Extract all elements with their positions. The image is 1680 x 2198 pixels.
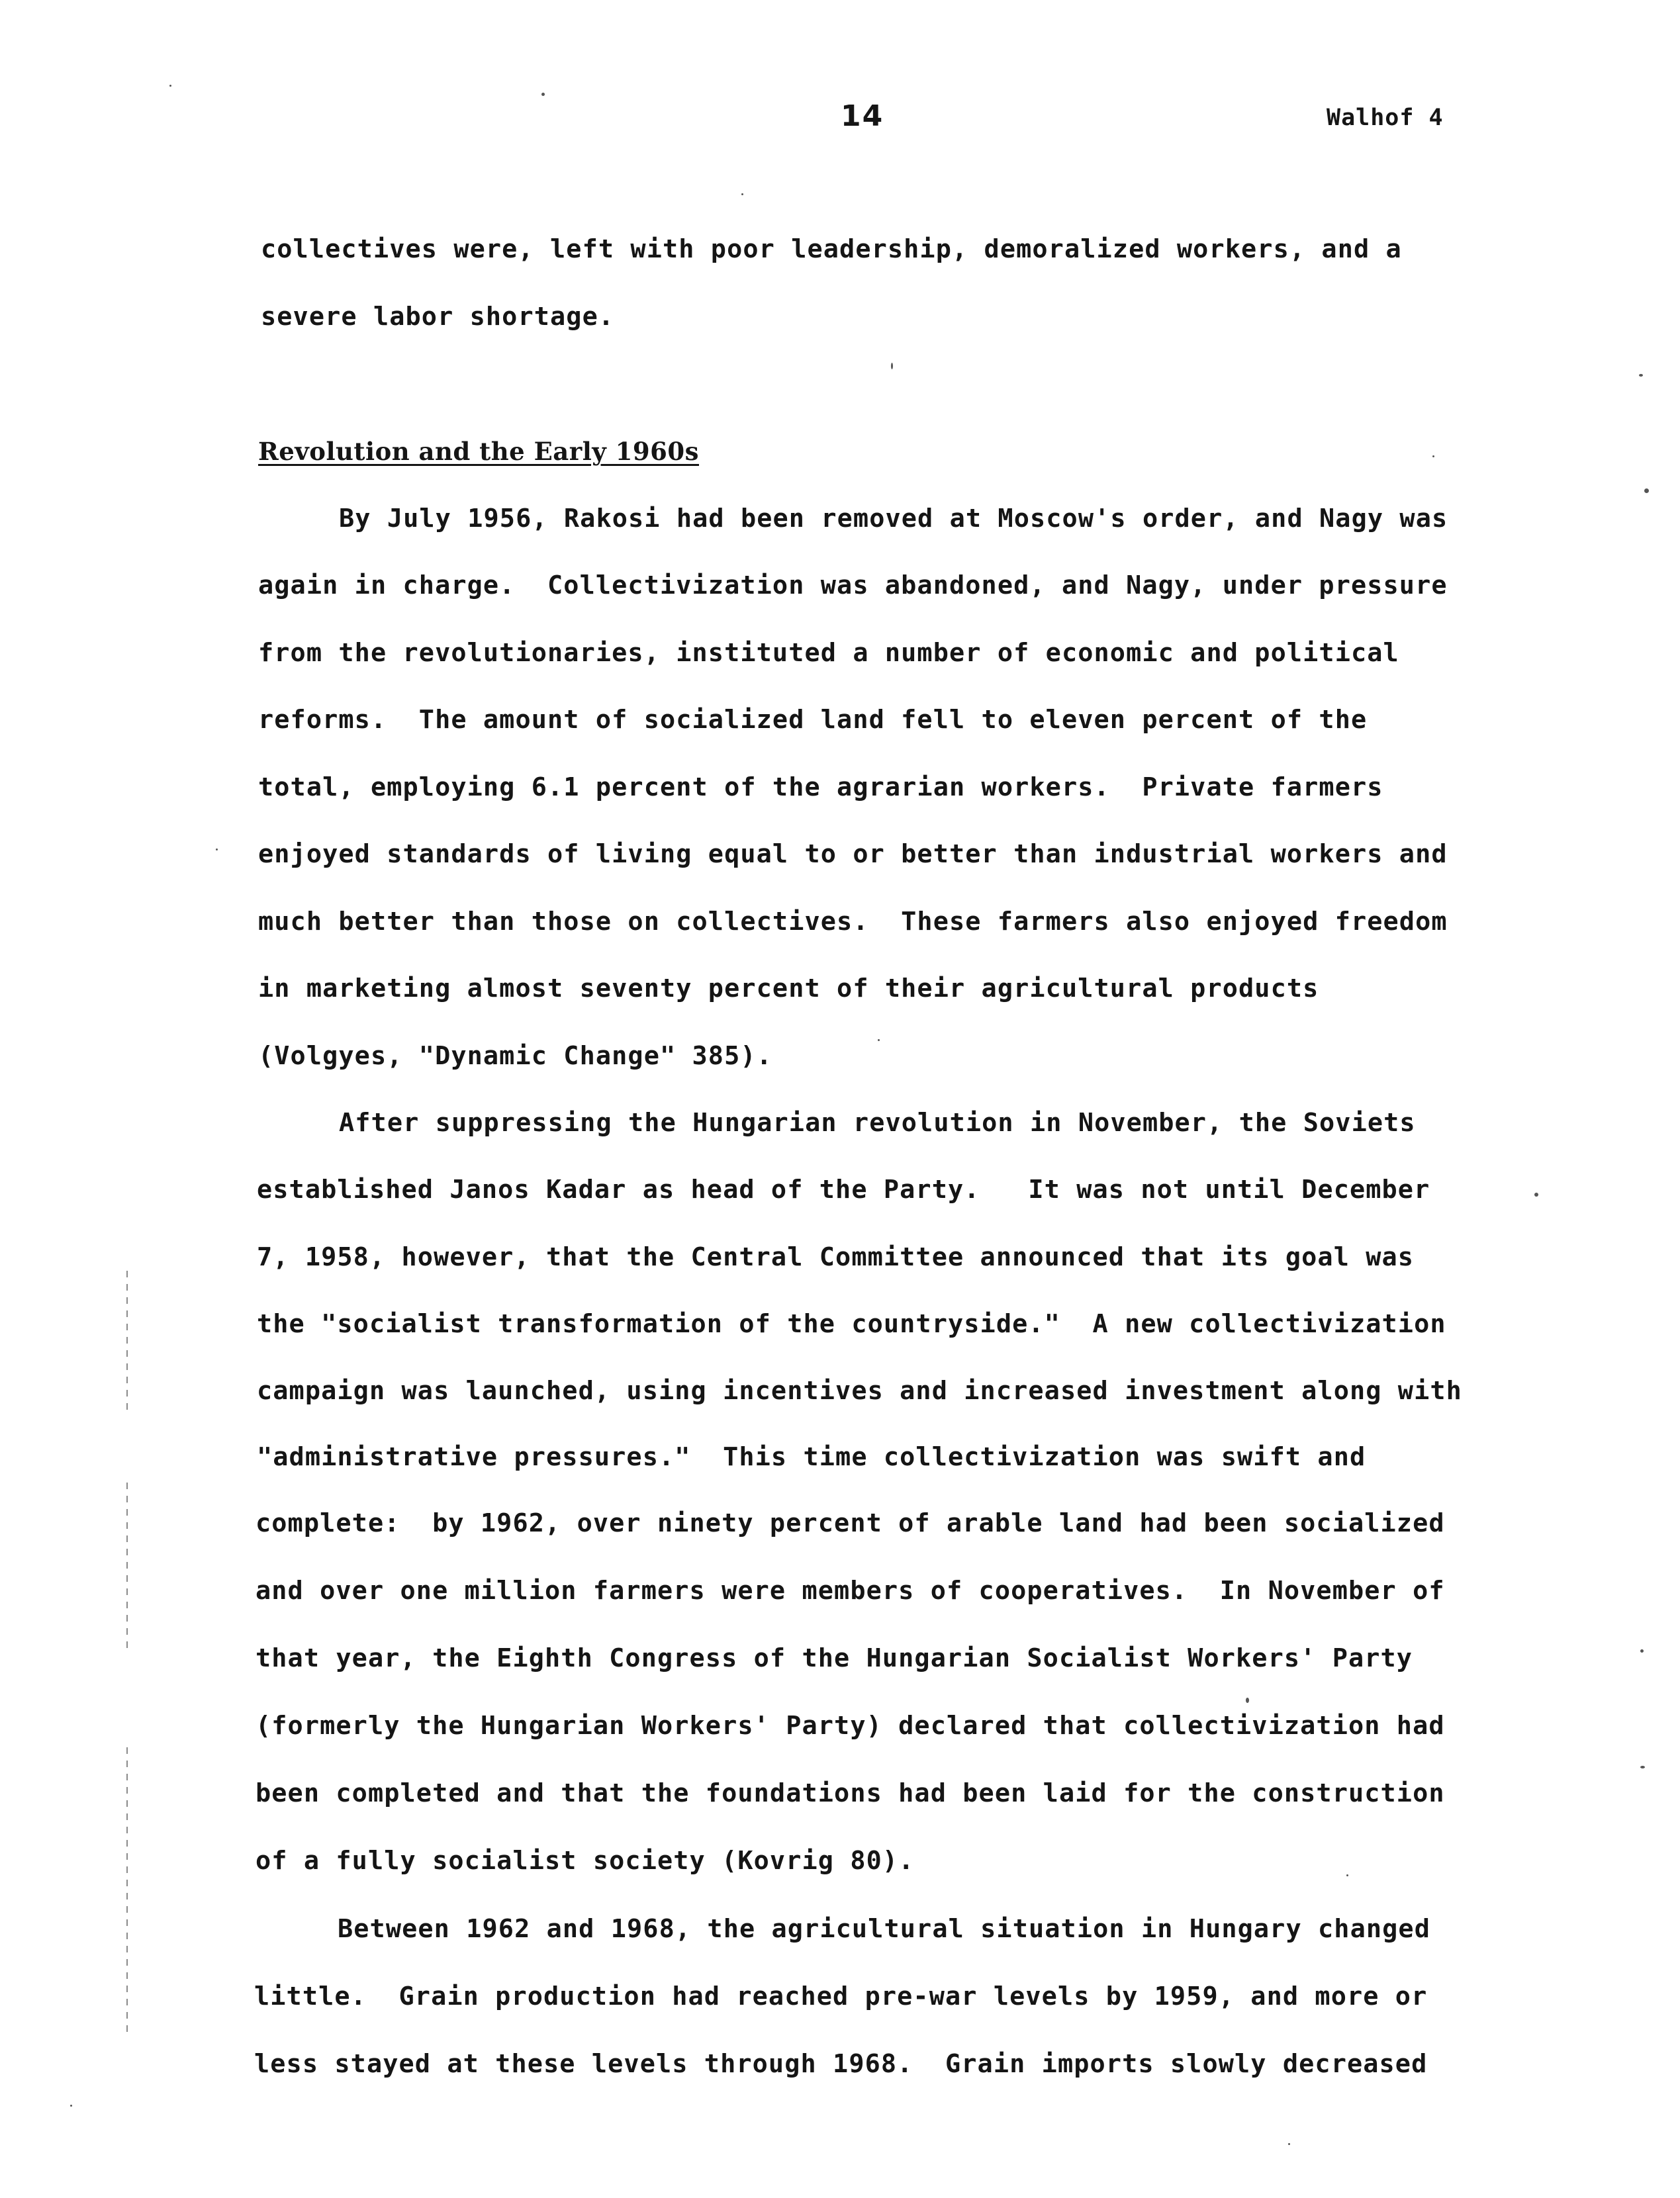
scan-speck [741,193,743,195]
text-line: of a fully socialist society (Kovrig 80). [256,1846,915,1876]
text-line: enjoyed standards of living equal to or better than industrial workers and [258,839,1448,869]
scan-speck [1640,1649,1644,1653]
scan-speck [169,85,171,87]
running-head: Walhof 4 [1327,105,1444,131]
text-line: After suppressing the Hungarian revolution in November, the Soviets [339,1108,1416,1138]
text-line: much better than those on collectives. These farmers also enjoyed freedom [258,907,1448,937]
section-heading: Revolution and the Early 1960s [258,437,699,466]
scan-speck [891,363,893,369]
text-line: By July 1956, Rakosi had been removed at Moscow's order, and Nagy was [339,504,1448,533]
text-line: Between 1962 and 1968, the agricultural situation in Hungary changed [338,1914,1430,1944]
text-line: 7, 1958, however, that the Central Committee announced that its goal was [257,1242,1415,1272]
scan-speck [1432,455,1434,457]
scan-speck [1288,2143,1290,2145]
text-line: campaign was launched, using incentives and increased investment along with [257,1376,1462,1406]
text-line: that year, the Eighth Congress of the Hungarian Socialist Workers' Party [256,1643,1413,1673]
scan-speck [1246,1698,1249,1703]
text-line: (formerly the Hungarian Workers' Party) declared that collectivization had [256,1711,1445,1741]
text-line: "administrative pressures." This time collectivization was swift and [257,1442,1366,1472]
scan-speck [1640,1766,1645,1768]
scan-speck [541,93,545,96]
text-line: from the revolutionaries, instituted a number of economic and political [258,638,1399,668]
scan-speck [1639,374,1643,377]
text-line: less stayed at these levels through 1968. Grain imports slowly decreased [254,2049,1428,2079]
scan-speck [70,2105,72,2107]
scan-artifact-rule [126,1271,128,1416]
text-line: severe labor shortage. [261,302,615,332]
scan-artifact-rule [126,1747,128,2038]
scan-speck [216,848,218,850]
text-line: in marketing almost seventy percent of their agricultural products [258,974,1319,1003]
text-line: established Janos Kadar as head of the Party. It was not until December [257,1175,1430,1205]
text-line: complete: by 1962, over ninety percent of arable land had been socialized [256,1508,1445,1538]
text-line: and over one million farmers were members of cooperatives. In November of [256,1576,1445,1606]
text-line: collectives were, left with poor leadership, demoralized workers, and a [261,234,1402,264]
scan-speck [878,1039,880,1041]
page-number: 14 [841,99,884,133]
text-line: been completed and that the foundations had been laid for the construction [256,1778,1445,1808]
text-line: the "socialist transformation of the countryside." A new collectivization [257,1309,1446,1339]
scan-speck [1644,488,1649,493]
scan-artifact-rule [126,1483,128,1655]
text-line: little. Grain production had reached pre-war levels by 1959, and more or [254,1982,1428,2011]
scan-speck [1534,1193,1538,1197]
text-line: again in charge. Collectivization was abandoned, and Nagy, under pressure [258,571,1448,600]
text-line: (Volgyes, "Dynamic Change" 385). [258,1041,772,1071]
text-line: total, employing 6.1 percent of the agrarian workers. Private farmers [258,772,1383,802]
text-line: reforms. The amount of socialized land fell to eleven percent of the [258,705,1368,735]
scan-speck [1346,1874,1348,1876]
